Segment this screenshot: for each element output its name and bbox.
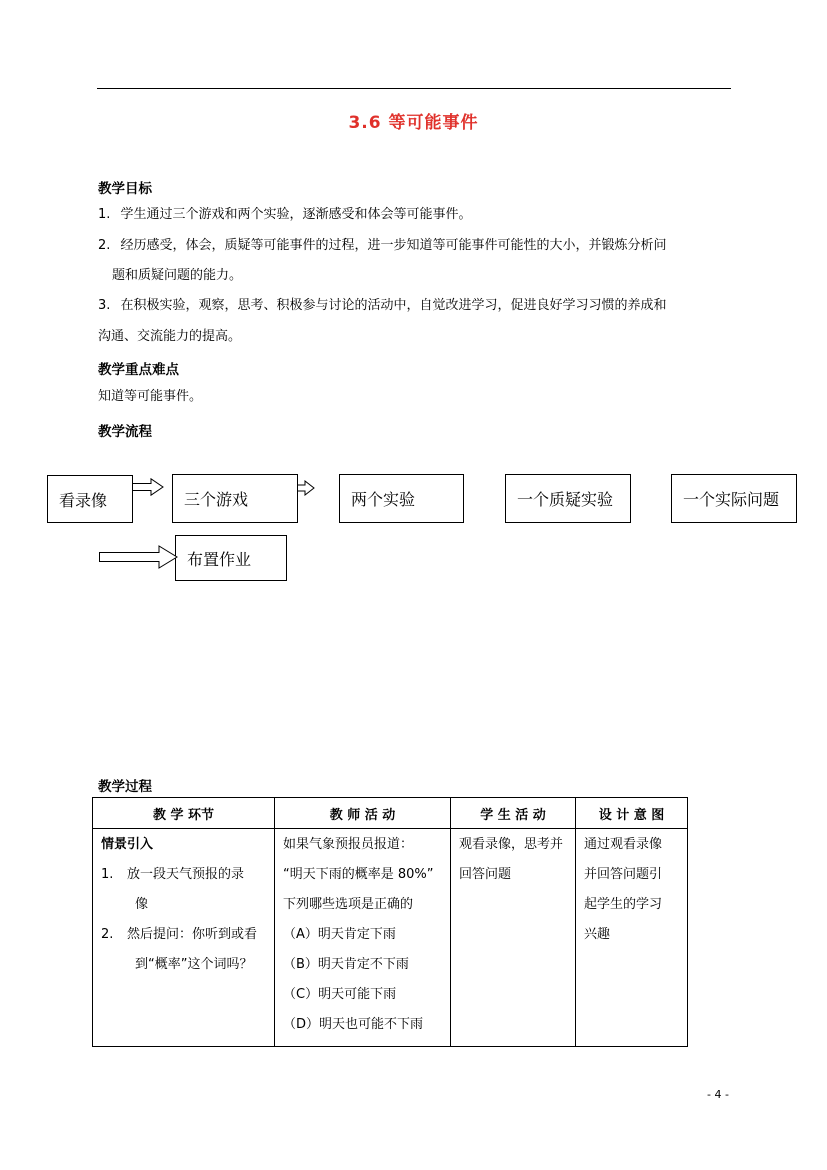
option-a: （A）明天肯定下雨 [283, 927, 396, 942]
flow-heading: 教学流程 [98, 424, 152, 440]
flow-step-two-experiments: 两个实验 [339, 474, 464, 523]
stage-title: 情景引入 [101, 837, 154, 852]
key-points-text: 知道等可能事件。 [98, 389, 203, 404]
column-header: 学 生 活 动 [451, 798, 576, 829]
table-header-row [93, 798, 688, 829]
design-intent-cell [576, 829, 688, 1047]
objective-text: 经历感受，体会，质疑等可能事件的过程，进一步知道等可能事件可能性的大小，并锻炼分析问 [120, 238, 667, 253]
flow-step-watch-video: 看录像 [47, 475, 133, 523]
flow-step-homework: 布置作业 [175, 535, 287, 581]
stage-cell [93, 829, 275, 1047]
objective-item-1 [98, 207, 472, 223]
option-b: （B）明天肯定不下雨 [283, 957, 409, 972]
stage-step-2: 2. 然后提问：你听到或看 [101, 927, 258, 942]
student-line: 观看录像，思考并 [459, 837, 564, 852]
objective-item-2 [98, 238, 667, 254]
document-title: 3.6 等可能事件 [348, 113, 479, 133]
teacher-line: “明天下雨的概率是 80%” [283, 867, 434, 882]
stage-step-1-continued: 像 [135, 897, 149, 912]
objective-num: 3. [98, 298, 111, 313]
table-row [93, 829, 688, 1047]
objective-item-3 [98, 298, 667, 314]
teacher-line: 下列哪些选项是正确的 [283, 897, 414, 912]
teacher-line: 如果气象预报员报道： [283, 837, 414, 852]
option-c: （C）明天可能下雨 [283, 987, 397, 1002]
flow-step-doubt-experiment: 一个质疑实验 [505, 474, 631, 523]
flow-arrow-icon [132, 478, 164, 496]
stage-step-2-continued: 到“概率”这个词吗？ [135, 957, 253, 972]
intent-line: 并回答问题引 [584, 867, 663, 882]
student-activity-cell [451, 829, 576, 1047]
flow-step-three-games: 三个游戏 [172, 474, 298, 523]
header-rule [97, 88, 731, 89]
objective-text: 学生通过三个游戏和两个实验，逐渐感受和体会等可能事件。 [120, 207, 472, 222]
flow-arrow-icon [99, 545, 179, 569]
column-header: 教 师 活 动 [275, 798, 451, 829]
option-d: （D）明天也可能不下雨 [283, 1017, 424, 1032]
teacher-activity-cell [275, 829, 451, 1047]
student-line: 回答问题 [459, 867, 512, 882]
intent-line: 起学生的学习 [584, 897, 663, 912]
flow-step-real-problem: 一个实际问题 [671, 474, 797, 523]
column-header: 设 计 意 图 [576, 798, 688, 829]
column-header: 教 学 环节 [93, 798, 275, 829]
intent-line: 通过观看录像 [584, 837, 663, 852]
objective-item-3-continued: 沟通、交流能力的提高。 [98, 329, 242, 344]
process-table [92, 797, 688, 1047]
page-number: - 4 - [707, 1088, 729, 1101]
key-points-heading: 教学重点难点 [98, 362, 179, 378]
process-heading: 教学过程 [98, 779, 152, 795]
objectives-heading: 教学目标 [98, 181, 152, 197]
stage-step-1: 1. 放一段天气预报的录 [101, 867, 245, 882]
intent-line: 兴趣 [584, 927, 611, 942]
objective-item-2-continued: 题和质疑问题的能力。 [112, 268, 243, 283]
objective-num: 1. [98, 207, 111, 222]
objective-num: 2. [98, 238, 111, 253]
flow-arrow-icon [297, 480, 315, 496]
objective-text: 在积极实验，观察，思考、积极参与讨论的活动中，自觉改进学习，促进良好学习习惯的养成和 [120, 298, 667, 313]
